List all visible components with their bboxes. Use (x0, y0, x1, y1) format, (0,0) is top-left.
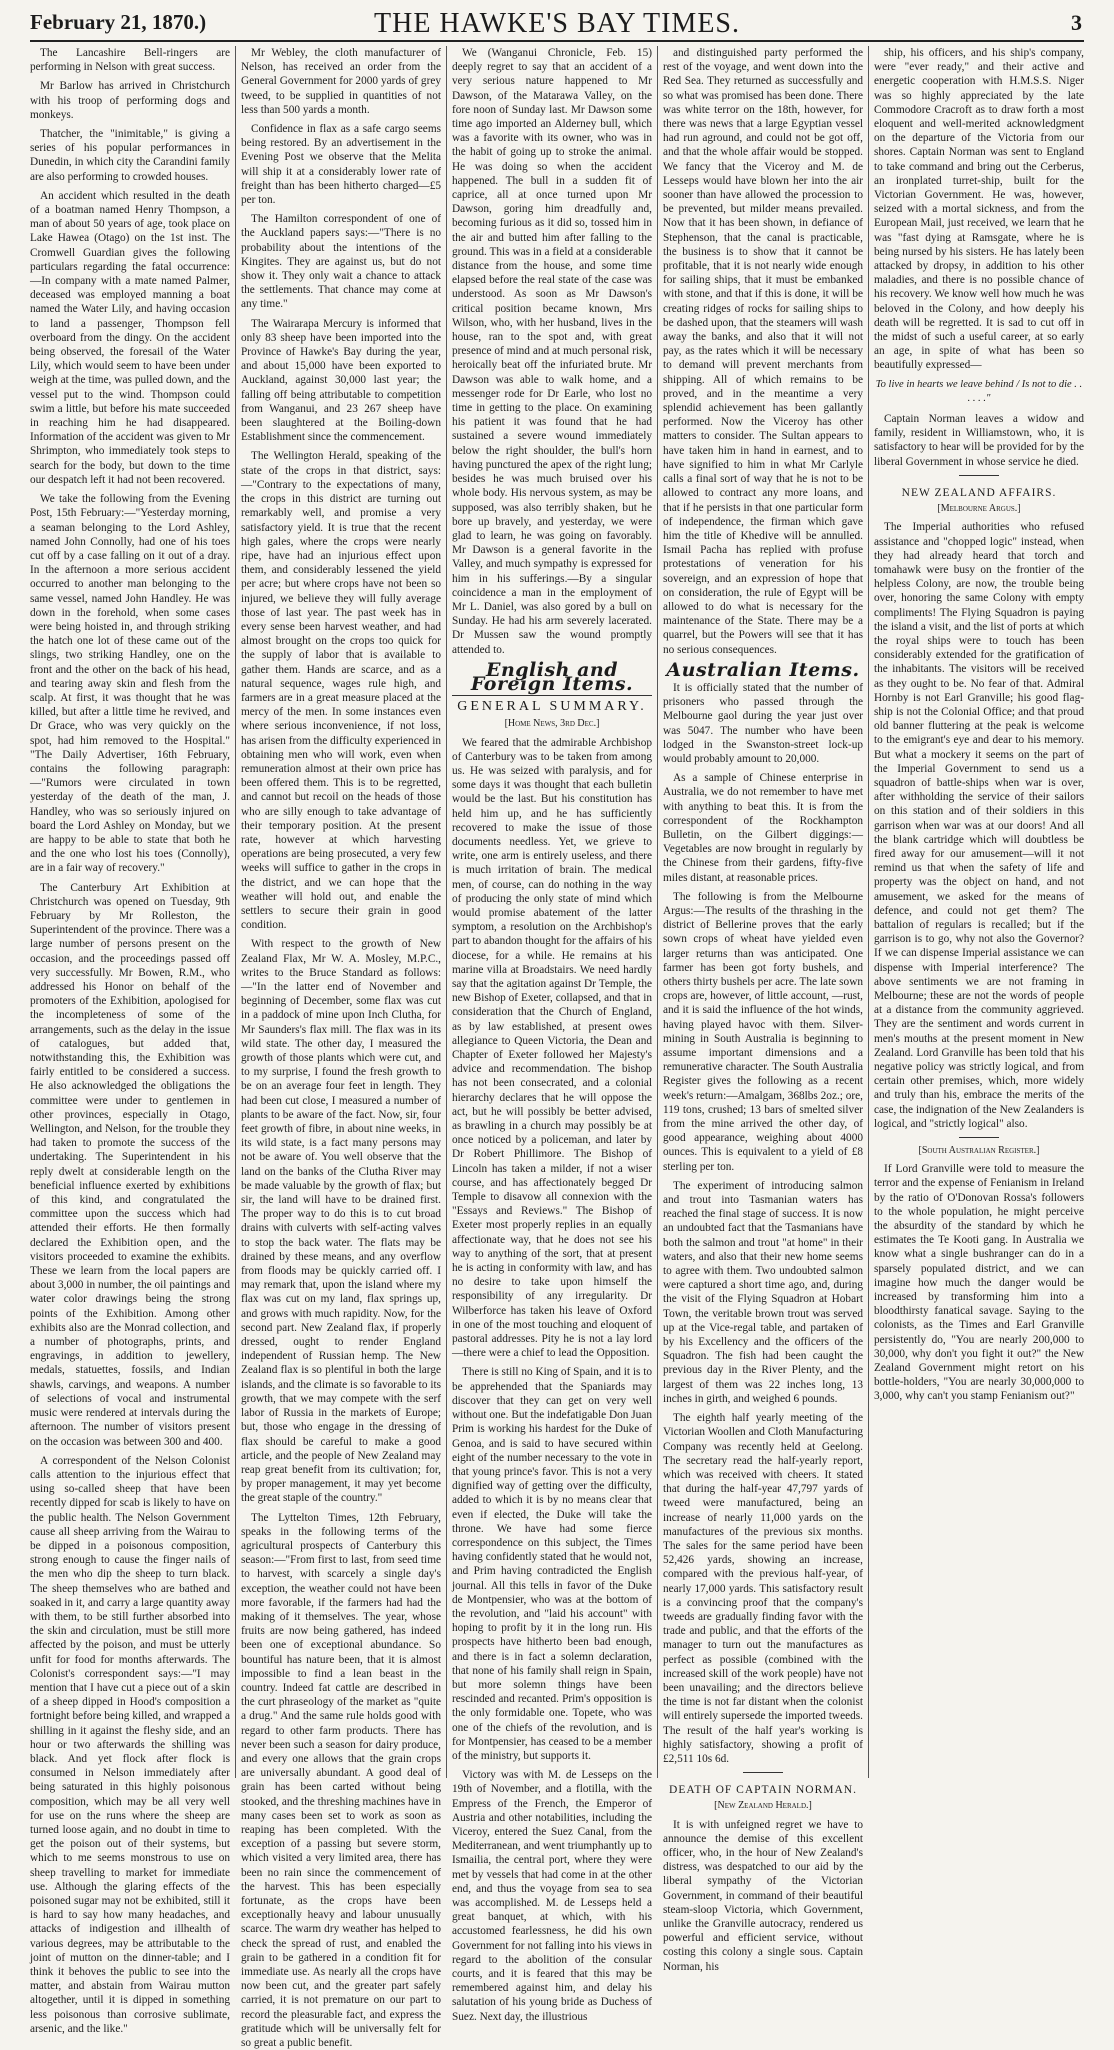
section-heading-australian: Australian Items. (666, 658, 860, 681)
article-paragraph: If Lord Granville were told to measure the terror and the expense of Fenianism in Ireland by the ratio of O'Donovan Rossa's followers to the whole population, he might perceive the absurdity of the standard by which he estimates the Te Kooti gang. In Australia we know what a single bushranger can do in a sparsely populated district, and we can imagine how much the danger would be increased by transforming him into a bloodthirsty fanatical savage. Saying to the colonists, as the Times and Earl Granville persistently do, "You are nearly 200,000 to 30,000, why don't you fight it out?" the New Zealand Government might retort on his bottle-holders, "You are nearly 30,000,000 to 3,000, why can't you stamp Fenianism out?" (874, 1163, 1084, 1403)
article-paragraph: We take the following from the Evening Post, 15th February:—"Yesterday morning, a seaman belonging to the Lord Ashley, named John Connolly, had one of his toes cut off by a case falling on it out of a dray. In the afternoon a more serious accident occurred to another man belonging to the same vessel, named John Handley. He was down in the forehold, when some cases were being hoisted in, and through striking the hatch one lot of these came out of the slings, two striking Handley, one on the front and the other on the back of his head, and tearing away skin and flesh from the scalp. At first, it was thought that he was killed, but after a little time he revived, and Dr Grace, who was very quickly on the spot, had him removed to the Hospital." "The Daily Advertiser, 16th February, contains the following paragraph:—"Rumors were circulated in town yesterday of the death of the man, J. Handley, who was so seriously injured on board the Lord Ashley on Monday, but we are happy to be able to state that both he and the one who lost his toes (Connolly), are in a fair way of recovery." (30, 493, 230, 875)
article-paragraph: The Lyttelton Times, 12th February, speaks in the following terms of the agricultural prospects of Canterbury this season:—"From first to last, from seed time to harvest, with scarcely a single day's exception, the weather could not have been more favorable, if the farmers had had the making of it themselves. The year, whose fruits are now being gathered, has indeed been one of exceptional abundance. So bountiful has nature been, that it is almost impossible to find a lean beast in the country. Indeed fat cattle are described in the curt phraseology of the market as "quite a drug." And the same rule holds good with regard to other farm products. There has never been such a season for dairy produce, and every one allows that the grain crops are universally abundant. A good deal of grain has been carted without being stooked, and the threshing machines have in many cases been set to work as soon as reaping has been completed. With the exception of a passing but severe storm, which visited a very limited area, there has been no rain since the commencement of the harvest. This has been especially fortunate, as the crops have been exceptionally heavy and labour unusually scarce. The warm dry weather has helped to check the spread of rust, and enabled the grain to be gathered in a condition fit for immediate use. As nearly all the crops have now been cut, and the greater part safely carried, it is not premature on our part to record the pleasurable fact, and express the gratitude which will be universally felt for so great a public benefit. (241, 1511, 441, 2050)
divider (743, 1772, 783, 1773)
poem-quote: To live in hearts we leave behind / Is not to die . . . . . ." (875, 378, 1083, 404)
issue-date: February 21, 1870.) (30, 10, 207, 34)
article-paragraph: ship, his officers, and his ship's company, were "ever ready," and their active and energetic cooperation with H.M.S.S. Niger was so highly appreciated by the late Commodore Cracroft as to draw forth a most eloquent and well-merited acknowledgment on the departure of the Victoria from our shores. Captain Norman was sent to England to take command and bring out the Cerberus, an ironplated turret-ship, built for the Victorian Government. He was, however, seized with a mortal sickness, and from the European Mail, just received, we learn that he was "fast dying at Ramsgate, where he is being nursed by his sisters. He has lately been attacked by dropsy, in addition to his other maladies, and there is no possible chance of his recovery. We know well how much he was beloved in the Colony, and how deeply his death will be regretted. It is sad to cut off in the midst of such a useful career, at so early an age, in spite of what has been so beautifully expressed— (874, 47, 1084, 372)
article-paragraph: It is with unfeigned regret we have to announce the demise of this excellent officer, who, in the hour of New Zealand's distress, was despatched to our aid by the liberal sympathy of the Victorian Government, in command of their beautiful steam-sloop Victoria, which Government, unlike the Granville autocracy, rendered us powerful and efficient service, without costing this colony a single sous. Captain Norman, his (663, 1818, 863, 1973)
article-paragraph: Victory was with M. de Lesseps on the 19th of November, and a flotilla, with the Empress of the French, the Emperor of Austria and other notabilities, including the Viceroy, entered the Suez Canal, from the Mediterranean, and went triumphantly up to Ismailia, the central port, where they were met by vessels that had come in at the other end, and thus the voyage from sea to sea was accomplished. M. de Lesseps held a great banquet, at which, with his accustomed fearlessness, he did his own Government for not falling into his views in regard to the abolition of the consular courts, and it is feared that this may be remembered against him, and delay his salutation of his young bride as Duchess of Suez. Next day, the illustrious (452, 1769, 652, 2023)
article-paragraph: Captain Norman leaves a widow and family, resident in Williamstown, who, it is satisfactory to hear will be provided for by the liberal Government in whose service he died. (874, 413, 1084, 468)
article-paragraph: The Imperial authorities who refused assistance and "chopped logic" instead, when they had already heard that torch and tomahawk were busy on the frontier of the helpless Colony, are now, the trouble being over, honoring the same Colony with empty compliments! The Flying Squadron is paying the island a visit, and the list of ports at which the royal ships were to touch has been considerably extended for the gratification of the inhabitants. The visitors will be received as they ought to be. No fear of that. Admiral Hornby is not Earl Granville; his good flag-ship is not the Colonial Office; and that proud old banner fluttering at the peak is welcome to the emigrant's eye and dear to his memory. But what a mockery it seems on the part of the Imperial Government to send us a squadron of battle-ships when war is over, after withholding the service of their sailors on this station and of their soldiers in this garrison when war was at our doors! And all the blank cartridge which will doubtless be fired away for our amusement—will it not remind us that when the safety of life and property was the object on hand, and not amusement, we asked for the means of defence, and could not get them? The battalion of regulars is recalled; but if the garrison is to go, why not also the Governor? If we can dispense Imperial assistance we can dispense with Imperial interference? The above sentiments we are not framing in Melbourne; these are not the words of people at a distance from the community aggrieved. They are the sentiment and words current in men's mouths at the present moment in New Zealand. Lord Granville has been told that his negative policy was strictly logical, and from certain other premises, which, more widely and truly than his, embrace the merits of the case, the indignation of the New Zealanders is logical, and "strictly logical" also. (874, 521, 1084, 1130)
article-paragraph: The Wellington Herald, speaking of the state of the crops in that district, says:—"Contrary to the expectations of many, the crops in this district are turning out remarkably well, and promise a very satisfactory yield. It is true that the recent high gales, where the crops were nearly ripe, have had an injurious effect upon them, and considerably lessened the yield per acre; but where crops have not been so injured, we believe they will fully average those of last year. The past week has in every sense been harvest weather, and had almost brought on the crops too quick for the supply of labor that is available to gather them. Hands are scarce, and as a natural sequence, wages rule high, and farmers are in a great measure placed at the mercy of the men. In some instances even where serious inconvenience, if not loss, has arisen from the difficulty experienced in obtaining men who will work, even when remuneration almost at their own price has been offered them. This is to be regretted, and cannot but recoil on the heads of those who are silly enough to take advantage of their temporary position. At the present rate, however at which harvesting operations are being prosecuted, a very few weeks will suffice to gather in the crops in the district, and we can hope that the weather will hold out, and enable the settlers to secure their grain in good condition. (241, 450, 441, 932)
death-of-captain-norman-heading: DEATH OF CAPTAIN NORMAN. (669, 1784, 857, 1797)
death-of-captain-norman-source: [New Zealand Herald.] (714, 1800, 812, 1812)
page-number: 3 (1071, 10, 1082, 35)
divider (959, 1137, 999, 1138)
column-2-paragraphs (241, 46, 441, 2050)
article-paragraph: The experiment of introducing salmon and trout into Tasmanian waters has reached the final stage of success. It is now an undoubted fact that the Tasmanians have both the salmon and trout "at home" in their waters, and also that their new home seems to agree with them. Two undoubted salmon were captured a short time ago, and, during the visit of the Flying Squadron at Hobart Town, the veritable brown trout was served up at the Vice-regal table, and partaken of by his Excellency and the officers of the Squadron. The fish had been caught the previous day in the River Plenty, and the largest of them was 22 inches long, 13 inches in girth, and weighed 6 pounds. (663, 1179, 863, 1405)
article-paragraph: A correspondent of the Nelson Colonist calls attention to the injurious effect that using so-called sheep that have been recently dipped for scab is likely to have on the public health. The Nelson Government cause all sheep arriving from the Wairau to be dipped in a poisonous composition, strong enough to cause the finger nails of the men who dip the sheep to turn black. The sheep themselves who are bathed and soaked in it, and carry a large quantity away with them, to be still further absorbed into the skin and circulation, must be still more affected by the poison, and must be utterly unfit for food for months afterwards. The Colonist's correspondent says:—"I may mention that I have cut a piece out of a skin of a sheep dipped in Hood's composition a fortnight before being killed, and wrapped a shilling in it against the fleshy side, and an hour or two afterwards the shilling was black. And yet flock after flock is consumed in Nelson immediately after being saturated in this highly poisonous composition, which may be all very well for use on the runs where the sheep are turned loose again, and no doubt in time to get the poison out of their systems, but which to me seems monstrous to use on sheep travelling to market for immediate use. Although the glaring effects of the poisoned sugar may not be exhibited, still it is hard to say how many headaches, and attacks of indigestion and illhealth of various degrees, may be attributable to the joint of mutton on the dinner-table; and I think it behoves the public to see into the matter, and abstain from Wairau mutton altogether, until it is dipped in something less poisonous than corrosive sublimate, arsenic, and the like." (30, 1454, 230, 2035)
article-paragraph: The Hamilton correspondent of one of the Auckland papers says:—"There is no probability about the intentions of the Kingites. They are against us, but do not show it. They only wait a chance to attack the settlements. That chance may come at any time." (241, 213, 441, 311)
article-paragraph: Thatcher, the "inimitable," is giving a series of his popular performances in Dunedin, in which city the Carandini family are also performing to crowded houses. (30, 128, 230, 183)
column-4 (663, 46, 863, 1973)
column-4-body-paragraphs (663, 681, 863, 1766)
columns (30, 46, 1084, 2050)
column-4-top-paragraphs (663, 46, 863, 657)
column-3-top-paragraphs (452, 46, 652, 657)
article-paragraph: An accident which resulted in the death of a boatman named Henry Thompson, a man of about 50 years of age, took place on Lake Hawea (Otago) on the 1st inst. The Cromwell Guardian gives the following particulars regarding the fatal occurrence:—In company with a mate named Palmer, deceased was employed manning a boat named the Water Lily, and having occasion to land a passenger, Thompson fell overboard from the dingy. On the accident being observed, the foresail of the Water Lily, which would seem to have been under weigh at the time, was pulled down, and the vessel put to the wind. Thompson could swim a little, but before his mate succeeded in reaching him he had disappeared. Information of the accident was given to Mr Shrimpton, who immediately took steps to search for the body, but down to the time our despatch left it had not been recovered. (30, 189, 230, 486)
column-5-top-paragraphs (874, 46, 1084, 373)
article-paragraph: The Lancashire Bell-ringers are performing in Nelson with great success. (30, 47, 230, 74)
article-paragraph: Confidence in flax as a safe cargo seems being restored. By an advertisement in the Evening Post we observe that the Melita will ship it at a considerably lower rate of freight than has been hitherto charged—£5 per ton. (241, 123, 441, 207)
article-paragraph: We feared that the admirable Archbishop of Canterbury was to be taken from among us. He was seized with paralysis, and for some days it was thought that each bulletin would be the last. But his constitution has held him up, and he has sufficiently recovered to make the issue of those documents needless. Yet, we grieve to write, one arm is entirely useless, and there is much irritation of brain. The medical men, of course, can do nothing in the way of producing the only state of mind which would promise abatement of the latter symptom, a resolution on the Archbishop's part to abandon thought for the affairs of his diocese, for a while. He remains at his marine villa at Broadstairs. We need hardly say that the agitation against Dr Temple, the new Bishop of Exeter, collapsed, and that in consideration that the Church of England, as by law established, at present owes allegiance to Queen Victoria, the Dean and Chapter of Exeter followed her Majesty's advice and recommendation. The bishop has not been consecrated, and a colonial hierarchy declares that he will oppose the act, but he will possibly be better advised, as brawling in a church may possibly be at once noticed by a policeman, and later by Dr Robert Phillimore. The Bishop of Lincoln has taken a milder, if not a wiser course, and has affectionately begged Dr Temple to disavow all connexion with the "Essays and Reviews." The Bishop of Exeter most properly replies in an equally affectionate way, that he does not see his way to anything of the sort, that at present he is acting in conformity with law, and has no desire to take upon himself the responsibility of any irregularity. Dr Wilberforce has taken his leave of Oxford in one of the most touching and eloquent of pastoral addresses. Pity he is not a lay lord—there were a chief to lead the Opposition. (452, 736, 652, 1360)
column-rule (657, 46, 658, 1778)
column-5-body-paragraphs (874, 520, 1084, 1131)
article-paragraph: Mr Barlow has arrived in Christchurch with his troop of performing dogs and monkeys. (30, 80, 230, 121)
column-5 (874, 46, 1084, 1778)
article-paragraph: There is still no King of Spain, and it is to be apprehended that the Spaniards may discover that they can get on very well without one. But the indefatigable Don Juan Prim is working his hardest for the Duke of Genoa, and is said to have secured within eight of the number necessary to the vote in that young prince's favor. This is not a very dignified way of getting over the difficulty, added to which it is by no means clear that even if elected, the Duke will take the throne. We have had some fierce correspondence on this subject, the Times having confidently stated that he would not, and Prim having contradicted the English journal. All this tells in favor of the Duke de Montpensier, who was at the bottom of the revolution, and "laid his account" with hoping to profit by it in the long run. His prospects have hitherto been bad enough, and there is in fact a solemn declaration, that none of his family shall reign in Spain, but more solemn things have been rescinded and recanted. Prim's opposition is the only formidable one. Topete, who was one of the chiefs of the revolution, and is for Montpensier, has ceased to be a member of the ministry, but supports it. (452, 1366, 652, 1762)
article-paragraph: With respect to the growth of New Zealand Flax, Mr W. A. Mosley, M.P.C., writes to the Bruce Standard as follows:—"In the latter end of November and beginning of December, some flax was cut in a paddock of mine upon Inch Clutha, for Mr Saunders's flax mill. The flax was in its wild state. The other day, I measured the growth of those plants which were cut, and to my surprise, I found the fresh growth to be on an average four feet in length. They had been cut close, I measured a number of plants to be aware of the fact. Now, sir, four feet growth of fibre, in about nine weeks, in its wild state, is a fact many persons may not be aware of. You well observe that the land on the banks of the Clutha River may be made valuable by the growth of flax; but sir, the land will have to be drained first. The proper way to do this is to cut broad drains with culverts with self-acting valves to stop the back water. The flats may be drained by these means, and any overflow from floods may be quickly carried off. I may remark that, upon the island where my flax was cut on my land, flax springs up, and grows with much rapidity. Now, for the second part. New Zealand flax, if properly dressed, ought to render England independent of Russian hemp. The New Zealand flax is so plentiful in both the large islands, and the climate is so favorable to its growth, that we may compete with the serf labor of Russia in the markets of Europe; but, those who engage in the dressing of flax should be careful to make a good article, and the people of New Zealand may reap great benefit from its cultivation; for, by proper management, it may yet become the great staple of the country." (241, 938, 441, 1505)
article-paragraph: and distinguished party performed the rest of the voyage, and went down into the Red Sea. They returned as successfully and so what was promised has been done. There was white terror on the 18th, however, for there was news that a large Egyptian vessel had run aground, and could not be got off, and that the whole affair would be stopped. We fancy that the Viceroy and M. de Lesseps would have blown her into the air sooner than have allowed the procession to be prevented, but milder means prevailed. Now that it has been shown, in defiance of Stephenson, that the canal is practicable, the business is to show that it cannot be profitable, that it is not nearly wide enough for sailing ships, that it must be embanked with stone, and that if this is done, it will be creating ridges of rocks for sailing ships to be dashed upon, that the steamers will wash away the banks, and also that it will not pay, as the rates which it will be necessary to demand will prevent merchants from shipping. All of which remains to be proved, and in the meantime a very splendid achievement has been gallantly performed. Now the Viceroy has other matters to consider. The Sultan appears to have taken him in hand in earnest, and to have signified to him in what Mr Carlyle calls a final sort of way that he is not to be allowed to contract any more loans, and that if he persists in that one particular form of independence, the firman which gave him the title of Khedive will be annulled. Ismail Pacha has replied with profuse protestations of veneration for his sovereign, and an expression of hope that on consideration, the rule of Egypt will be allowed to do what is necessary for the maintenance of the State. There may be a quarrel, but the Powers will see that it has no serious consequences. (663, 47, 863, 656)
column-3 (452, 46, 652, 2023)
column-5-after-poem-paragraphs (874, 412, 1084, 469)
column-2 (241, 46, 441, 2050)
new-zealand-affairs-source: [Melbourne Argus.] (937, 503, 1021, 515)
column-rule (235, 46, 236, 1778)
column-3-body-paragraphs (452, 736, 652, 2024)
general-summary-heading: GENERAL SUMMARY. (452, 695, 652, 714)
column-1-paragraphs (30, 46, 230, 2036)
article-paragraph: We (Wanganui Chronicle, Feb. 15) deeply regret to say that an accident of a very serious nature happened to Mr Dawson, of the Matarawa Valley, on the fore noon of Sunday last. Mr Dawson some time ago imported an Alderney bull, which was a favorite with its owner, who was in the habit of going up to stroke the animal. He was doing so when the accident happened. The bull in a sudden fit of caprice, all at once turned upon Mr Dawson, goring him dreadfully and, becoming furious as it did so, tossed him in the air and butted him after falling to the ground. This was in a field at a considerable distance from the house, and some time elapsed before the real state of the case was understood. As soon as Mr Dawson's critical position became known, Mrs Wilson, who, with her husband, lives in the house, ran to the spot and, with great presence of mind and at much personal risk, heroically beat off the infuriated brute. Mr Dawson was able to walk home, and a messenger rode for Dr Earle, who lost no time in getting to the place. On examining his patient it was found that he had sustained a severe wound immediately below the right shoulder, the bull's horn having punctured the apex of the right lung; besides he was much bruised over his whole body. His nervous system, as may be supposed, was also terribly shaken, but he bore up bravely, and yesterday, we were glad to learn, he was going on favorably. Mr Dawson is a general favorite in the Valley, and much sympathy is expressed for him in his sufferings.—By a singular coincidence a man in the employment of Mr L. Daniel, was also gored by a bull on Sunday. He had his arm severely lacerated. Dr Mussen saw the wound promptly attended to. (452, 47, 652, 656)
column-rule (446, 46, 447, 1778)
section-heading-english-foreign: English and Foreign Items. (470, 658, 634, 695)
masthead (30, 6, 1084, 42)
general-summary-source: [Home News, 3rd Dec.] (504, 718, 600, 730)
article-paragraph: The eighth half yearly meeting of the Victorian Woollen and Cloth Manufacturing Company was recently held at Geelong. The secretary read the half-yearly report, which was received with cheers. It stated that during the half-year 47,797 yards of tweed were manufactured, being an increase of nearly 11,000 yards on the manufactures of the previous six months. The sales for the same period have been 52,426 yards, showing an increase, compared with the previous half-year, of nearly 17,000 yards. This satisfactory result is a convincing proof that the company's tweeds are gradually finding favor with the trade and public, and that the efforts of the manager to turn out the manufactures as perfect as possible (combined with the increased skill of the work people) have not been unavailing; and the directors believe the time is not far distant when the colonist will entirely supersede the imported tweeds. The result of the half year's working is highly satisfactory, showing a profit of £2,511 10s 6d. (663, 1412, 863, 1765)
column-5-end-paragraphs (874, 1162, 1084, 1403)
newspaper-title: THE HAWKE'S BAY TIMES. (374, 8, 740, 39)
article-paragraph: The Wairarapa Mercury is informed that only 83 sheep have been imported into the Province of Hawke's Bay during the year, and about 15,000 have been exported to Auckland, against 30,000 last year; the falling off being attributable to competition from Wanganui, and 23 267 sheep have been slaughtered at the Boiling-down Establishment since the commencement. (241, 317, 441, 444)
south-australian-register-source: [South Australian Register.] (918, 1145, 1040, 1157)
article-paragraph: As a sample of Chinese enterprise in Australia, we do not remember to have met with anything to beat this. It is from the correspondent of the Rockhampton Bulletin, on the Gilbert diggings:—Vegetables are now brought in regularly by the Chinese from their gardens, fifty-five miles distant, at reasonable prices. (663, 772, 863, 884)
new-zealand-affairs-heading: NEW ZEALAND AFFAIRS. (901, 486, 1057, 499)
article-paragraph: The following is from the Melbourne Argus:—The results of the thrashing in the district of Bellerine proves that the early sown crops of wheat have yielded even larger returns than was anticipated. One farmer has been got forty bushels, and others thirty bushels per acre. The late sown crops are, however, of little account, —rust, and it is said the influence of the hot winds, having played havoc with them. Silver-mining in South Australia is beginning to assume important dimensions and a remunerative character. The South Australia Register gives the following as a recent week's return:—Amalgam, 368lbs 2oz.; ore, 119 tons, crushed; 13 bars of smelted silver from the mine arrived the other day, of good appearance, weighing about 4000 ounces. This is equivalent to a yield of £8 sterling per ton. (663, 890, 863, 1173)
article-paragraph: Mr Webley, the cloth manufacturer of Nelson, has received an order from the General Government for 2000 yards of grey tweed, to be supplied in quantities of not less than 500 yards a month. (241, 47, 441, 116)
column-1 (30, 46, 230, 2035)
article-paragraph: The Canterbury Art Exhibition at Christchurch was opened on Tuesday, 9th February by Mr Rolleston, the Superintendent of the province. There was a large number of persons present on the occasion, and the proceedings passed off very successfully. Mr Bowen, R.M., who addressed his Honor on behalf of the promoters of the Exhibition, apologised for the incompleteness of some of the arrangements, such as the delay in the issue of catalogues, but added that, notwithstanding this, the Exhibition was fairly entitled to be considered a success. He also acknowledged the obligations the committee were under to gentlemen in other provinces, especially in Otago, Wellington, and Nelson, for the trouble they had taken to promote the success of the undertaking. The Superintendent in his reply dwelt at considerable length on the beneficial influence exerted by exhibitions of this kind, and congratulated the committee upon the success which had attended their efforts. He then formally declared the Exhibition open, and the visitors proceeded to examine the exhibits. These we learn from the local papers are about 3,000 in number, the oil paintings and water color drawings being the strong points of the Exhibition. Among other exhibits also are the Monrad collection, and a number of photographs, prints, and engravings, in addition to jewellery, medals, statuettes, fossils, and Indian shawls, carvings, and weapons. A number of selections of vocal and instrumental music were rendered at intervals during the afternoon. The number of visitors present on the occasion was between 300 and 400. (30, 881, 230, 1448)
article-paragraph: It is officially stated that the number of prisoners who passed through the Melbourne gaol during the year just over was 5047. The number who have been lodged in the Swanston-street lock-up would probably amount to 20,000. (663, 681, 863, 765)
column-4-end-paragraphs (663, 1818, 863, 1974)
column-rule (868, 46, 869, 1778)
divider (959, 475, 999, 476)
